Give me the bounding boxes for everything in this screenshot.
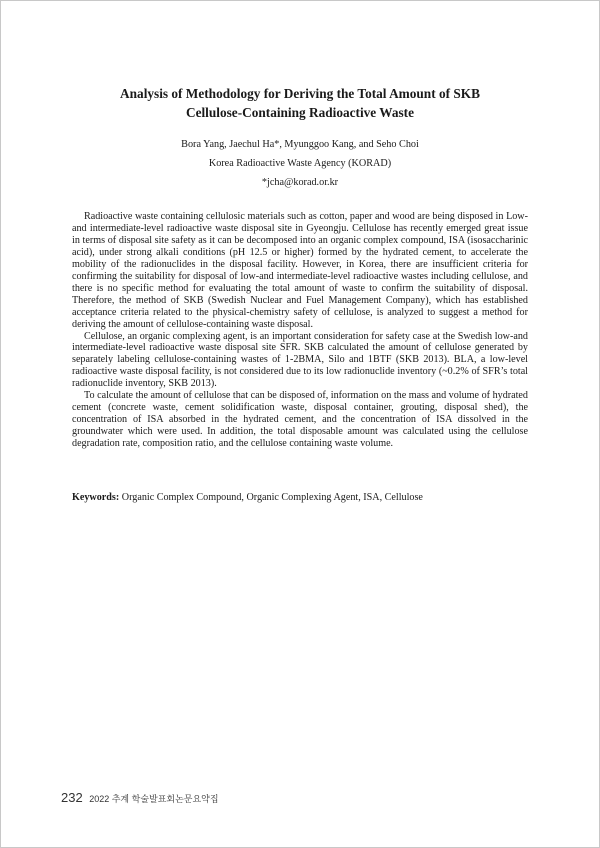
abstract-body bbox=[72, 211, 528, 450]
title-line-2: Cellulose-Containing Radioactive Waste bbox=[185, 105, 415, 120]
authors: Bora Yang, Jaechul Ha*, Myunggoo Kang, and Seho Choi bbox=[181, 139, 419, 150]
paragraph-3: To calculate the amount of cellulose that can be disposed of, information on the mass and volume of hydrated cement (concrete waste, cement solidification waste, disposal container, grouting, disposal shed), the concentration of ISA absorbed in the hydrated cement, and the concentration of ISA dissolved in the groundwater which were used. In addition, the total disposable amount was calculated using the cellulose degradation rate, composition ratio, and the cellulose containing waste volume. bbox=[72, 390, 528, 450]
keywords-label: Keywords: bbox=[72, 492, 120, 503]
keywords-list: Organic Complex Compound, Organic Complexing Agent, ISA, Cellulose bbox=[121, 492, 423, 503]
page-footer bbox=[61, 790, 219, 805]
title-line-1: Analysis of Methodology for Deriving the Total Amount of SKB bbox=[120, 86, 480, 101]
paragraph-1: Radioactive waste containing cellulosic materials such as cotton, paper and wood are being disposed in Low-and intermediate-level radioactive waste disposal site in Gyeongju. Cellulose has recently emerged great issue in terms of disposal site safety as it can be decomposed into an organic complex compound, ISA (isosaccharinic acid), under strong alkali conditions (pH 12.5 or higher) formed by the hydrated cement, to accelerate the mobility of the radionuclides in the disposal facility. However, in Korea, there are insufficient criteria for confirming the suitability for disposal of low-and intermediate-level radioactive wastes including cellulose, and there is no specific method for evaluating the total amount of waste to confirm the suitability of disposal. Therefore, the method of SKB (Swedish Nuclear and Fuel Management Company), which has established acceptance criteria related to the physical-chemistry safety of cellulose, is analyzed to suggest a method for deriving the amount of cellulose-containing waste disposal. bbox=[72, 211, 528, 330]
page-number: 232 bbox=[61, 790, 83, 805]
paragraph-2: Cellulose, an organic complexing agent, is an important consideration for safety case at the Swedish low-and intermediate-level radioactive waste disposal site SFR. SKB calculated the amount of cellulose generated by separately labeling cellulose-containing wastes of 1-2BMA, Silo and 1BTF (SKB 2013). BLA, a low-level radioactive waste disposal facility, is not considered due to its low radionuclide inventory (~0.2% of SFR’s total radionuclide inventory, SKB 2013). bbox=[72, 330, 528, 390]
affiliation: Korea Radioactive Waste Agency (KORAD) bbox=[208, 158, 392, 169]
corresponding-email[interactable]: *jcha@korad.or.kr bbox=[261, 177, 339, 188]
publication-name: 2022 추계 학술발표회논문요약집 bbox=[89, 794, 219, 804]
paper-title bbox=[60, 84, 540, 122]
keywords bbox=[72, 492, 528, 504]
